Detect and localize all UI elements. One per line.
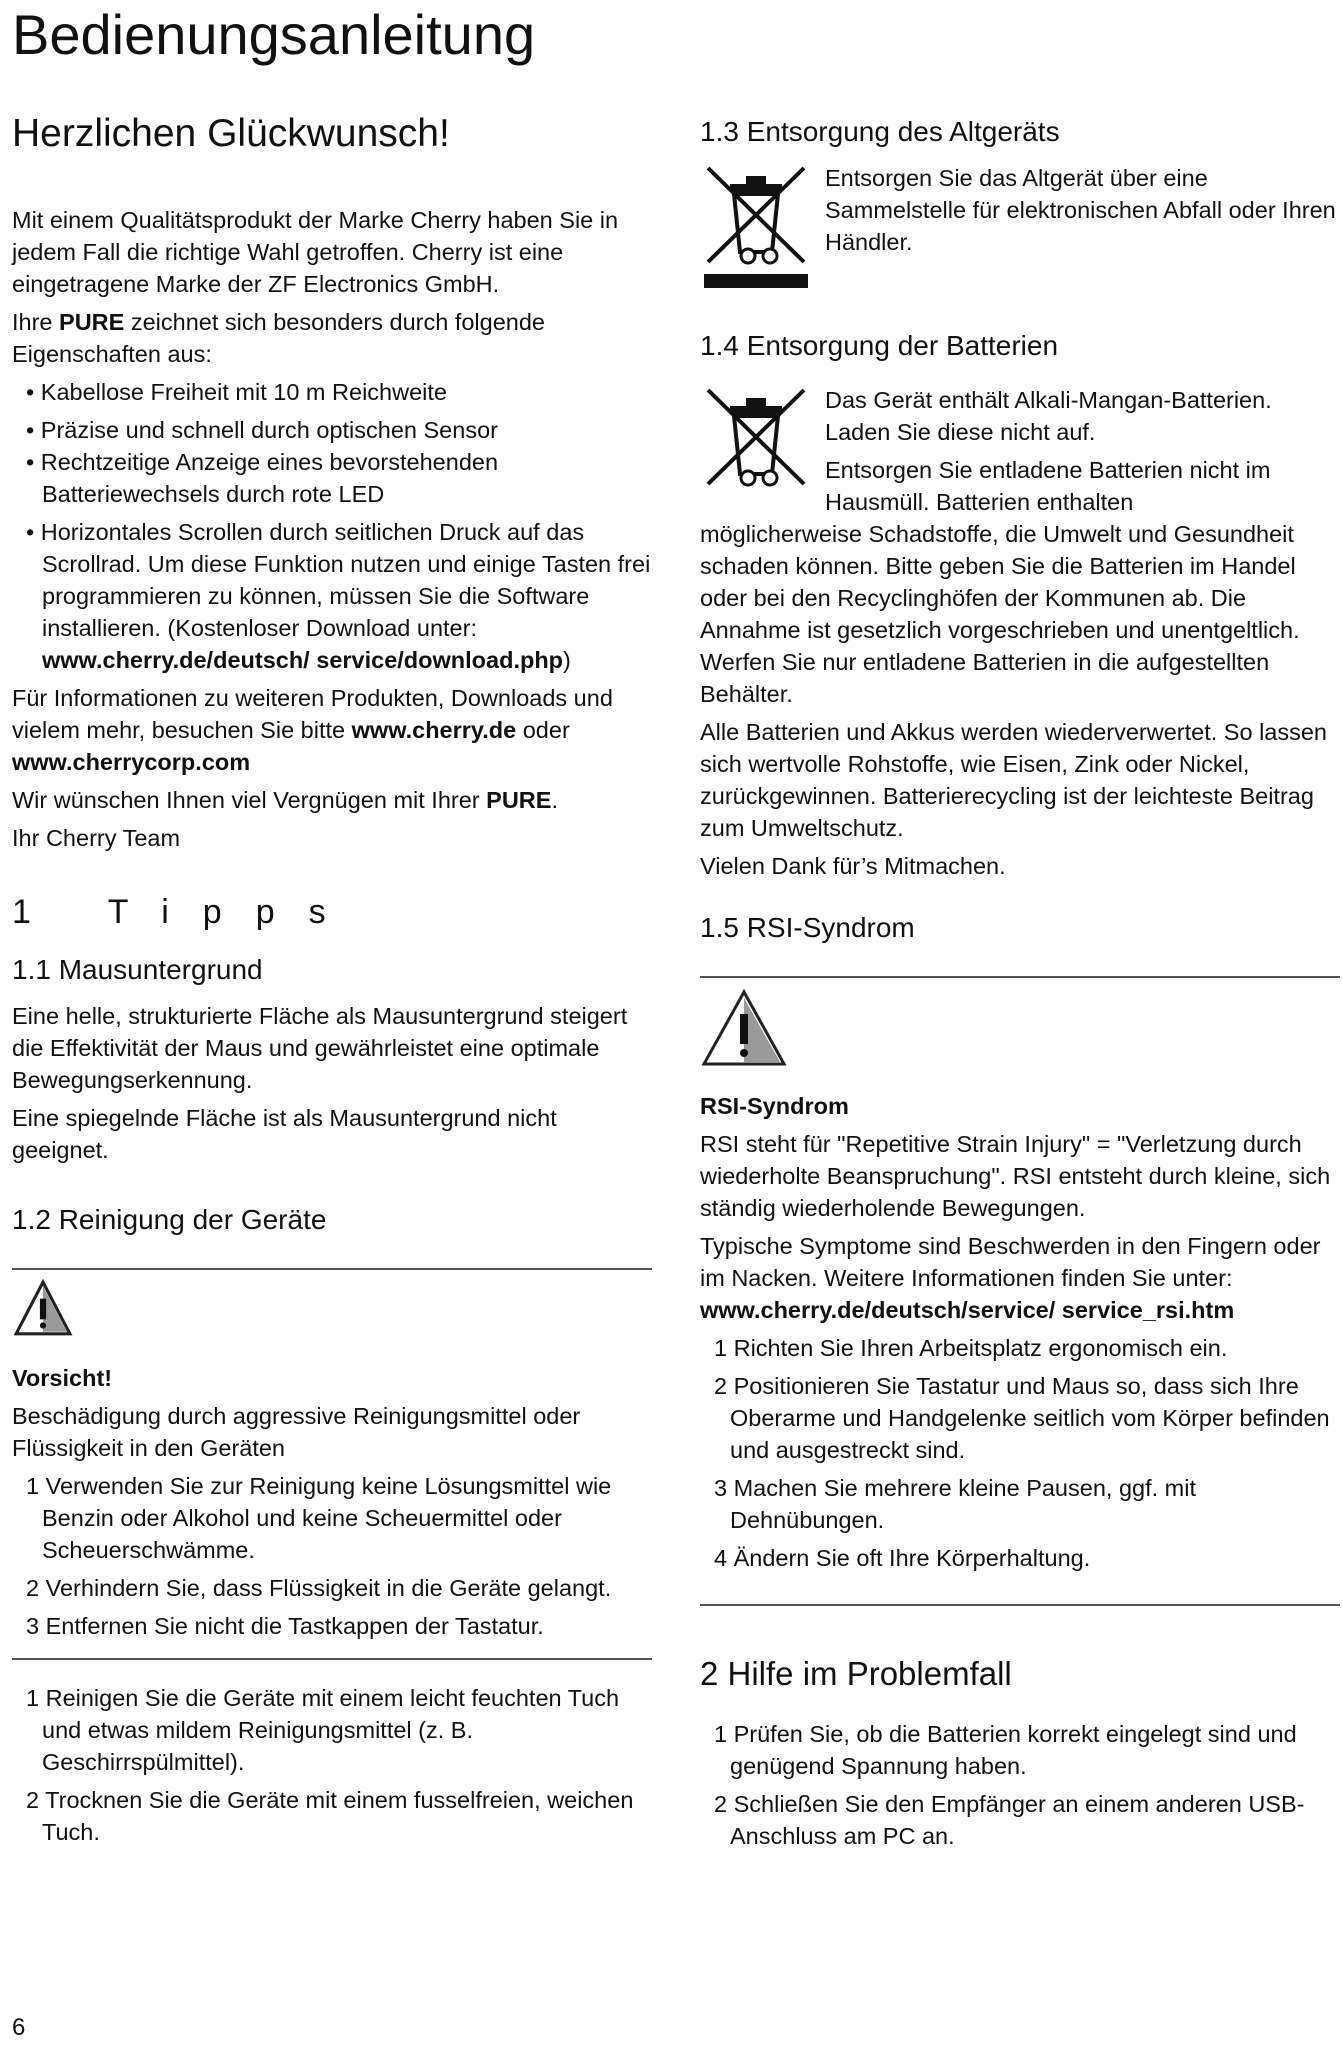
rsi-title: RSI-Syndrom xyxy=(700,1093,849,1119)
page-number: 6 xyxy=(12,2014,26,2041)
s14-paragraph-2b: möglicherweise Schadstoffe, die Umwelt und Gesundheit schaden können. Bitte geben Sie die Batterien im Handel oder bei den Recyclinghöfen der Kommunen ab. Die Annahme ist gesetzlich vorgeschrieben und unentgeltlich. Werfen Sie nur entladene Batterien in die aufgestellten Behälter. xyxy=(700,521,1300,707)
intro-paragraph: Mit einem Qualitätsprodukt der Marke Cherry haben Sie in jedem Fall die richtige Wahl getroffen. Cherry ist eine eingetragene Marke der ZF Electronics GmbH. xyxy=(12,207,619,297)
caution-item: 2 Verhindern Sie, dass Flüssigkeit in die Geräte gelangt. xyxy=(26,1575,612,1601)
feature-bullet: • Präzise und schnell durch optischen Sensor xyxy=(26,417,498,443)
rsi-item: 3 Machen Sie mehrere kleine Pausen, ggf. mit Dehnübungen. xyxy=(714,1475,1197,1533)
s14-paragraph-4: Vielen Dank für’s Mitmachen. xyxy=(700,853,1006,879)
s13-text: Entsorgen Sie das Altgerät über eine Sammelstelle für elektronischen Abfall oder Ihren Händler. xyxy=(825,165,1336,255)
rsi-item: 1 Richten Sie Ihren Arbeitsplatz ergonomisch ein. xyxy=(714,1335,1228,1361)
section-1-3-heading: 1.3 Entsorgung des Altgeräts xyxy=(700,116,1060,147)
feature-bullet: • Rechtzeitige Anzeige eines bevorstehenden Batteriewechsels durch rote LED xyxy=(26,449,499,507)
caution-title: Vorsicht! xyxy=(12,1365,113,1391)
info-paragraph: Für Informationen zu weiteren Produkten, Downloads und vielem mehr, besuchen Sie bitte www.cherry.de oder www.cherrycorp.com xyxy=(12,685,613,775)
cleaning-step: 2 Trocknen Sie die Geräte mit einem fusselfreien, weichen Tuch. xyxy=(26,1787,634,1845)
caution-subtitle: Beschädigung durch aggressive Reinigungsmittel oder Flüssigkeit in den Geräten xyxy=(12,1403,581,1461)
s14-paragraph-3: Alle Batterien und Akkus werden wiederverwertet. So lassen sich wertvolle Rohstoffe, wie Eisen, Zink oder Nickel, zurückgewinnen. Batterierecycling ist der leichteste Beitrag zum Umweltschutz. xyxy=(700,719,1327,841)
rsi-link[interactable]: www.cherry.de/deutsch/service/ service_rsi.htm xyxy=(700,1297,1235,1323)
cherrycorp-link[interactable]: www.cherrycorp.com xyxy=(12,749,251,775)
section-2-heading: 2 Hilfe im Problemfall xyxy=(700,1655,1012,1692)
help-item: 1 Prüfen Sie, ob die Batterien korrekt eingelegt sind und genügend Spannung haben. xyxy=(714,1721,1297,1779)
divider xyxy=(12,1268,652,1270)
feature-bullet: • Horizontales Scrollen durch seitlichen Druck auf das Scrollrad. Um diese Funktion nutzen und einige Tasten frei programmieren zu können, müssen Sie die Software installieren. (Kostenloser Download unter: www.cherry.de/deutsch/ service/download.php) xyxy=(26,519,651,673)
congrats-heading: Herzlichen Glückwunsch! xyxy=(12,112,450,155)
s14-paragraph-2a: Entsorgen Sie entladene Batterien nicht im Hausmüll. Batterien enthalten xyxy=(825,457,1271,515)
disposal-block xyxy=(700,162,1340,312)
cleaning-step: 1 Reinigen Sie die Geräte mit einem leicht feuchten Tuch und etwas mildem Reinigungsmittel (z. B. Geschirrspülmittel). xyxy=(26,1685,620,1775)
cherry-de-link[interactable]: www.cherry.de xyxy=(351,717,517,743)
page-title: Bedienungsanleitung xyxy=(12,3,536,66)
crossed-bin-icon xyxy=(700,162,812,297)
warning-icon xyxy=(700,988,788,1068)
rsi-item: 4 Ändern Sie oft Ihre Körperhaltung. xyxy=(714,1545,1091,1571)
s11-paragraph-1: Eine helle, strukturierte Fläche als Mausuntergrund steigert die Effektivität der Maus und gewährleistet eine optimale Bewegungserkennung. xyxy=(12,1003,628,1093)
right-column xyxy=(700,112,1340,1852)
left-column xyxy=(12,110,652,1848)
divider xyxy=(12,1658,652,1660)
rsi-paragraph-1: RSI steht für "Repetitive Strain Injury" = "Verletzung durch wiederholte Beanspruchung". RSI entsteht durch kleine, sich ständig wiederholende Bewegungen. xyxy=(700,1131,1331,1221)
section-1-2-heading: 1.2 Reinigung der Geräte xyxy=(12,1204,327,1235)
battery-block xyxy=(700,384,1340,710)
warning-icon xyxy=(12,1278,74,1340)
rsi-item: 2 Positionieren Sie Tastatur und Maus so, dass sich Ihre Oberarme und Handgelenke seitlich vom Körper befinden und ausgestreckt sind. xyxy=(714,1373,1330,1463)
section-1-4-heading: 1.4 Entsorgung der Batterien xyxy=(700,330,1059,361)
divider xyxy=(700,1604,1340,1606)
section-1-5-heading: 1.5 RSI-Syndrom xyxy=(700,912,915,943)
help-item: 2 Schließen Sie den Empfänger an einem anderen USB-Anschluss am PC an. xyxy=(714,1791,1305,1849)
wish-paragraph: Wir wünschen Ihnen viel Vergnügen mit Ihrer PURE. xyxy=(12,787,558,813)
s14-paragraph-1: Das Gerät enthält Alkali-Mangan-Batterien. Laden Sie diese nicht auf. xyxy=(825,387,1272,445)
section-1-1-heading: 1.1 Mausuntergrund xyxy=(12,954,263,985)
divider xyxy=(700,976,1340,978)
signoff: Ihr Cherry Team xyxy=(12,825,181,851)
feature-bullet: • Kabellose Freiheit mit 10 m Reichweite xyxy=(26,379,447,405)
rsi-paragraph-2: Typische Symptome sind Beschwerden in den Fingern oder im Nacken. Weitere Informationen finden Sie unter: www.cherry.de/deutsch/service/ service_rsi.htm xyxy=(700,1233,1321,1323)
download-link[interactable]: www.cherry.de/deutsch/ service/download.php xyxy=(42,647,564,673)
crossed-bin-icon xyxy=(700,384,812,494)
features-intro: Ihre PURE zeichnet sich besonders durch folgende Eigenschaften aus: xyxy=(12,309,545,367)
tipps-heading: 1 Tipps xyxy=(12,893,360,931)
s11-paragraph-2: Eine spiegelnde Fläche ist als Mausuntergrund nicht geeignet. xyxy=(12,1105,557,1163)
caution-item: 1 Verwenden Sie zur Reinigung keine Lösungsmittel wie Benzin oder Alkohol und keine Scheuermittel oder Scheuerschwämme. xyxy=(26,1473,612,1563)
caution-item: 3 Entfernen Sie nicht die Tastkappen der Tastatur. xyxy=(26,1613,544,1639)
